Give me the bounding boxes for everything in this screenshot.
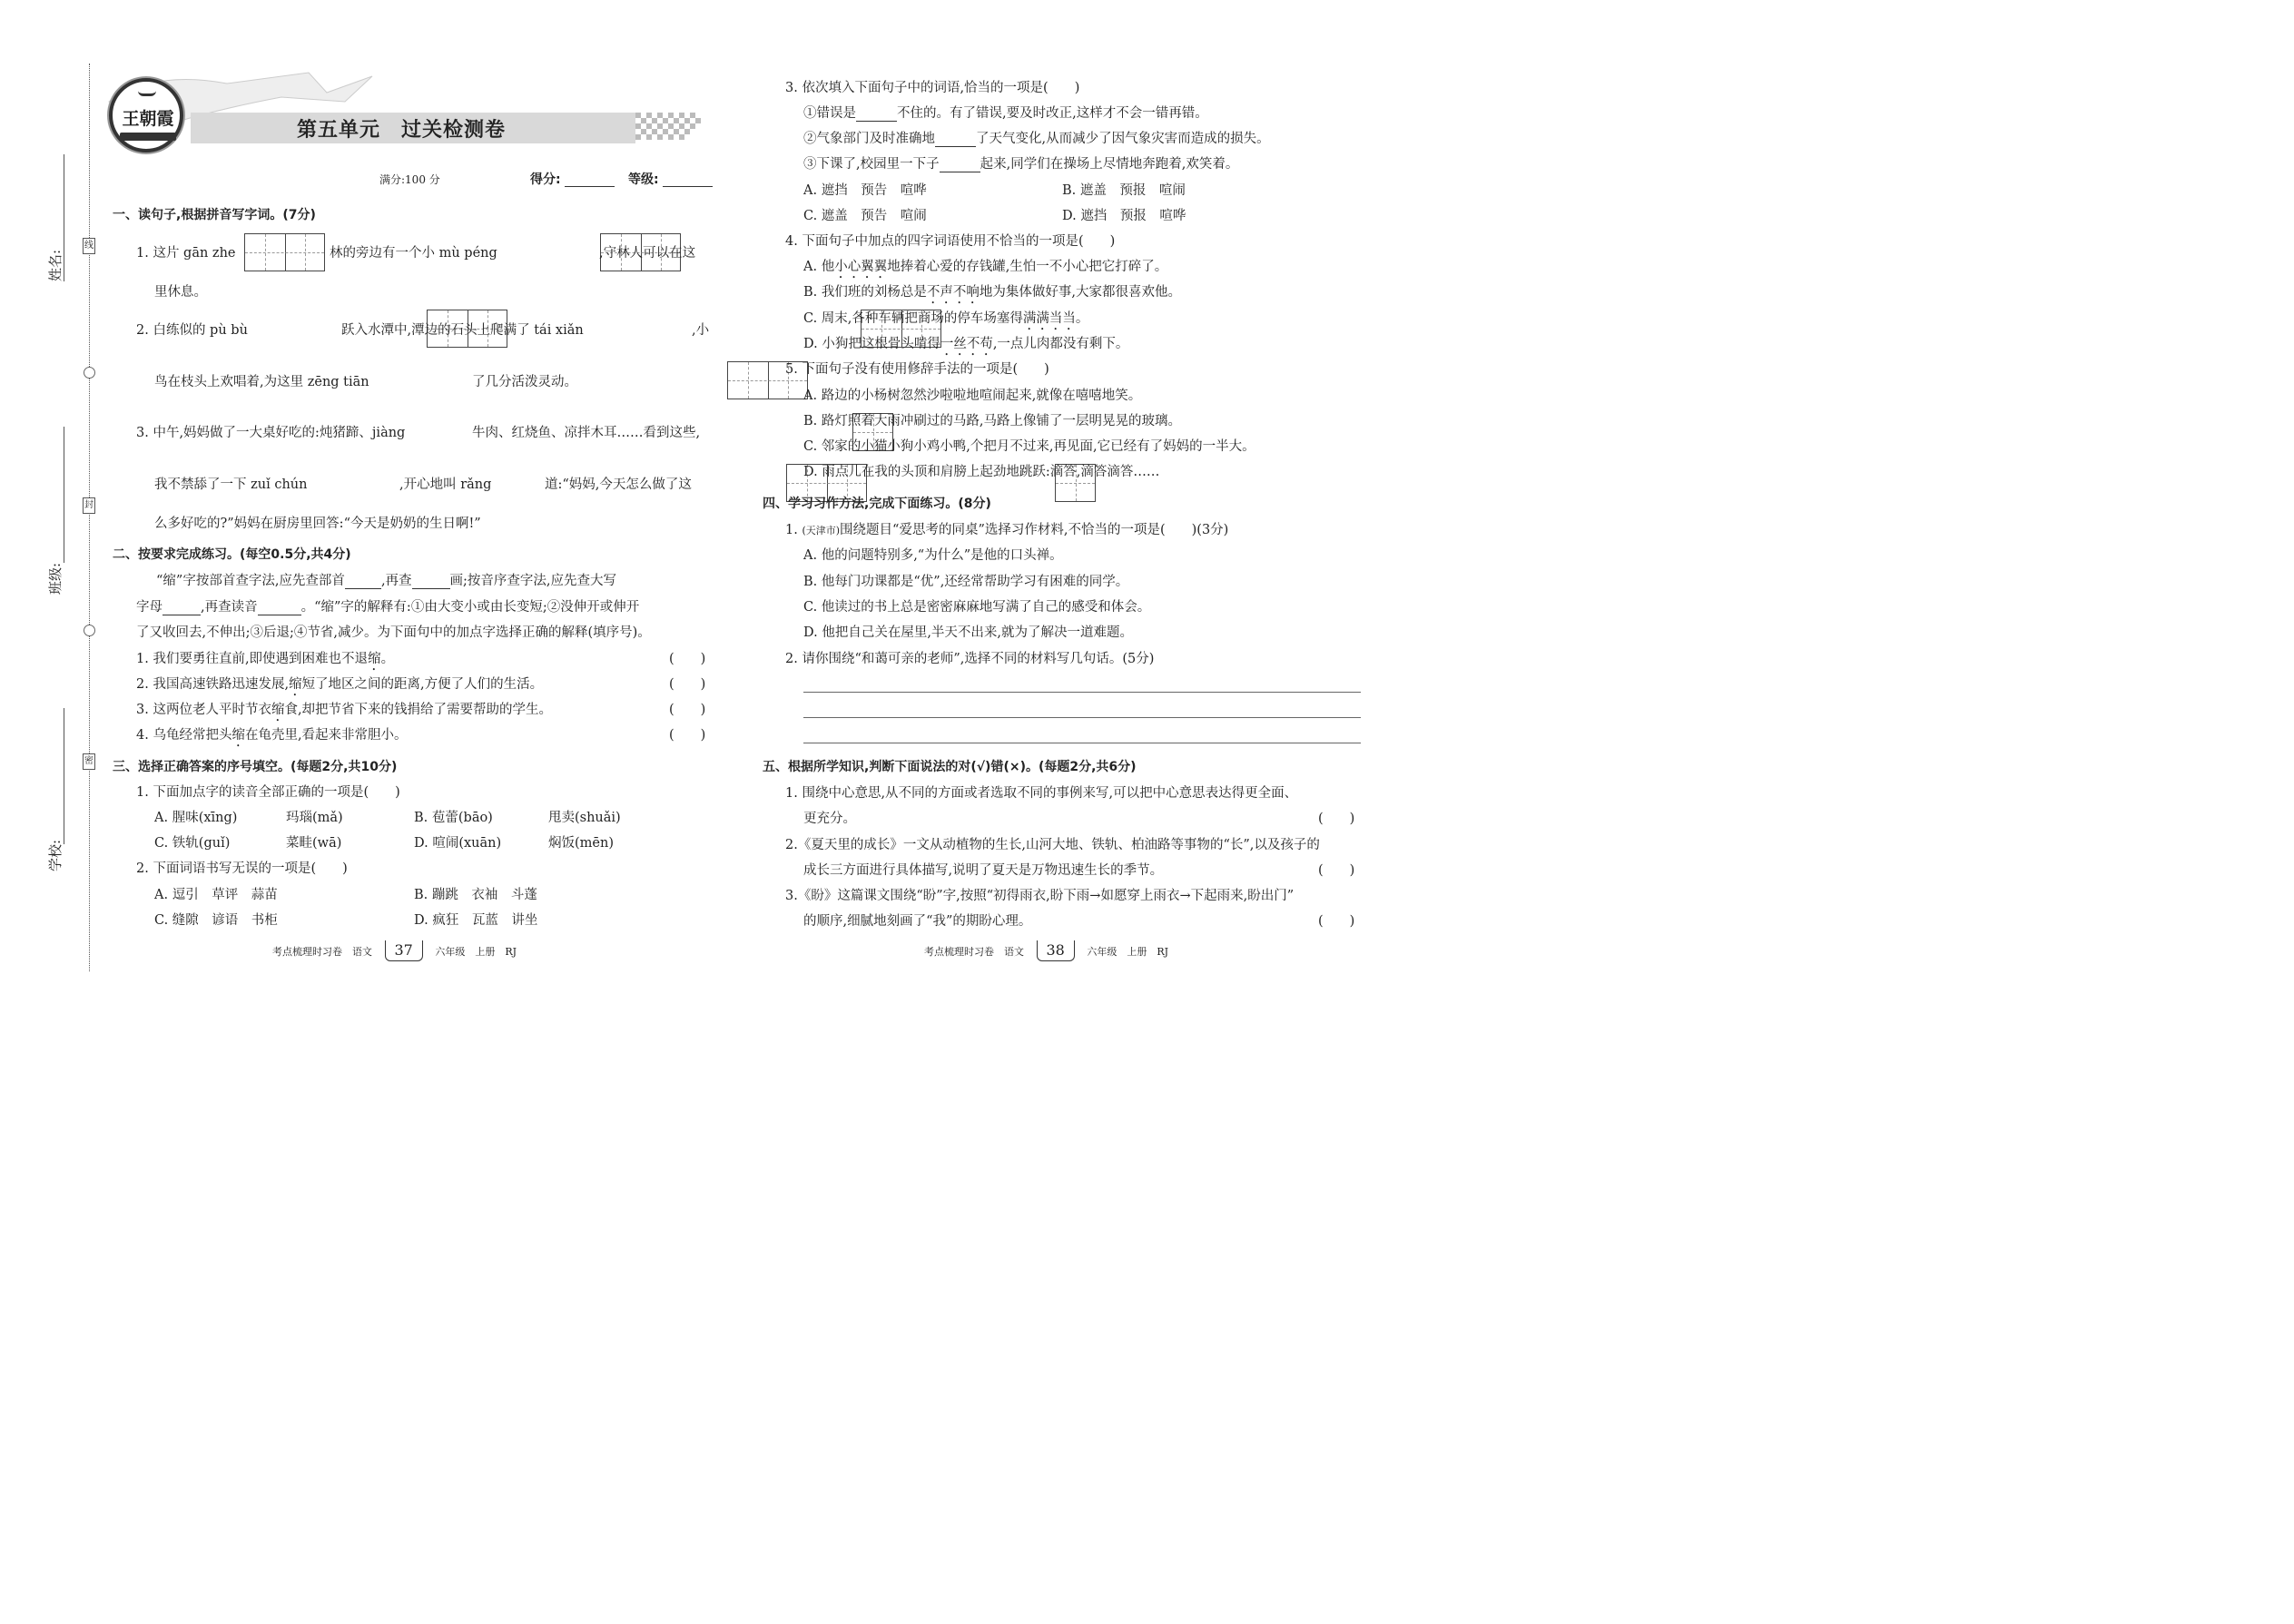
s1-q1-text-b: 林的旁边有一个小 mù péng: [330, 246, 497, 261]
s1-q2-text-c: ,小: [692, 323, 710, 338]
answer-paren[interactable]: ( ): [669, 703, 706, 717]
option[interactable]: C. 邻家的小猫小狗小鸡小鸭,个把月不过来,再见面,它已经有了妈妈的一半大。: [803, 439, 1255, 454]
answer-paren[interactable]: ( ): [1318, 914, 1355, 929]
option[interactable]: B. 苞蕾(bāo): [414, 811, 493, 825]
section-5-title: 五、根据所学知识,判断下面说法的对(√)错(×)。(每题2分,共6分): [763, 760, 1137, 774]
option-word: 甩卖(shuǎi): [548, 811, 621, 825]
school-label: 学校:: [47, 839, 64, 871]
s2-p2a: 字母: [136, 600, 162, 615]
option[interactable]: B. 他每门功课都是“优”,还经常帮助学习有困难的同学。: [803, 575, 1129, 589]
s1-q3-text-a: 3. 中午,妈妈做了一大桌好吃的:炖猪蹄、jiàng: [136, 426, 406, 440]
binding-mark: 线: [83, 238, 95, 254]
binding-hole: [84, 367, 95, 379]
full-score: 满分:100 分: [379, 173, 440, 186]
binding-hole: [84, 625, 95, 636]
score-field[interactable]: [565, 186, 615, 187]
s1-q2-text-b: 跃入水潭中,潭边的石头上爬满了 tái xiǎn: [341, 323, 584, 338]
s1-q2-text-e: 了几分活泼灵动。: [472, 375, 577, 389]
s5-item: 2.《夏天里的成长》一文从动植物的生长,山河大地、铁轨、柏油路等事物的“长”,以及孩子的: [785, 838, 1320, 852]
class-label: 班级:: [47, 562, 64, 595]
s3-q5: 5. 下面句子没有使用修辞手法的一项是( ): [785, 362, 1049, 377]
s5-item-cont: 更充分。: [803, 812, 856, 826]
score-label: 得分:: [530, 172, 561, 187]
s2-item: 2. 我国高速铁路迅速发展,缩短了地区之间的距离,方便了人们的生活。: [136, 677, 544, 692]
answer-paren[interactable]: ( ): [669, 652, 706, 666]
option[interactable]: C. 缝隙 谚语 书柜: [154, 913, 278, 928]
option[interactable]: D. 喧闹(xuān): [414, 836, 502, 851]
s2-item: 1. 我们要勇往直前,即使遇到困难也不退缩。: [136, 652, 395, 666]
s5-item-cont: 成长三方面进行具体描写,说明了夏天是万物迅速生长的季节。: [803, 863, 1164, 878]
section-1-title: 一、读句子,根据拼音写字词。(7分): [113, 208, 316, 222]
s2-p2c: 。“缩”字的解释有:①由大变小或由长变短;②没伸开或伸开: [300, 600, 640, 615]
answer-paren[interactable]: ( ): [669, 677, 706, 692]
s1-q3-text-b: 牛肉、红烧鱼、凉拌木耳……看到这些,: [472, 426, 701, 440]
binding-line: [89, 64, 90, 971]
s2-para-line2: [136, 599, 639, 615]
option[interactable]: D. 疯狂 瓦蓝 讲坐: [414, 913, 538, 928]
binding-mark: 密: [83, 753, 95, 770]
grade-field[interactable]: [663, 186, 713, 187]
option[interactable]: A. 腥味(xīng): [154, 811, 238, 825]
blank-field[interactable]: [935, 133, 976, 147]
binding-mark: 封: [83, 497, 95, 514]
s5-item: 3.《盼》这篇课文围绕“盼”字,按照“初得雨衣,盼下雨→如愿穿上雨衣→下起雨来,盼出门”: [785, 889, 1295, 903]
s1-q1-text-a: 1. 这片 gān zhe: [136, 246, 236, 261]
answer-paren[interactable]: ( ): [1318, 863, 1355, 878]
footer-left: 考点梳理时习卷 语文 37 六年级 上册 RJ: [272, 940, 517, 962]
option[interactable]: A. 路边的小杨树忽然沙啦啦地喧闹起来,就像在嘻嘻地笑。: [803, 389, 1142, 403]
option[interactable]: D. 雨点儿在我的头顶和肩膀上起劲地跳跃:滴答,滴答滴答……: [803, 465, 1160, 479]
section-3-title: 三、选择正确答案的序号填空。(每题2分,共10分): [113, 760, 398, 774]
s1-q1-text-d: 里休息。: [154, 285, 207, 300]
blank-field[interactable]: [940, 158, 980, 172]
s2-p1b: ,再查: [380, 574, 412, 588]
blank-field[interactable]: [258, 601, 301, 615]
page-number: 37: [385, 940, 423, 961]
s2-item: 4. 乌龟经常把头缩在龟壳里,看起来非常胆小。: [136, 728, 408, 743]
option[interactable]: D. 小狗把这根骨头啃得一丝不苟,一点儿肉都没有剩下。: [803, 337, 1129, 351]
option[interactable]: A. 遮挡 预告 喧哗: [803, 183, 927, 198]
s1-q2-text-d: 鸟在枝头上欢唱着,为这里 zēng tiān: [154, 375, 369, 389]
name-label: 姓名:: [47, 249, 64, 281]
s1-q3-text-e: 道:“妈妈,今天怎么做了这: [545, 477, 692, 492]
blank-field[interactable]: [345, 575, 381, 589]
logo-text: 王朝霞: [122, 109, 174, 129]
s2-item: 3. 这两位老人平时节衣缩食,却把节省下来的钱捐给了需要帮助的学生。: [136, 703, 553, 717]
blank-field[interactable]: [412, 575, 450, 589]
option-word: 焖饭(mēn): [548, 836, 614, 851]
option[interactable]: C. 铁轨(guǐ): [154, 836, 231, 851]
s2-para-line3: 了又收回去,不伸出;③后退;④节省,减少。为下面句中的加点字选择正确的解释(填序号)。: [136, 625, 651, 640]
brand-logo: [109, 78, 183, 153]
blank-field[interactable]: [162, 601, 201, 615]
footer-right: 考点梳理时习卷 语文 38 六年级 上册 RJ: [924, 940, 1168, 962]
s2-p2b: ,再查读音: [201, 600, 258, 615]
s3-q3: 3. 依次填入下面句子中的词语,恰当的一项是( ): [785, 81, 1080, 95]
writing-line[interactable]: [803, 692, 1361, 693]
option[interactable]: B. 蹦跳 衣袖 斗蓬: [414, 888, 537, 902]
s3-q2: 2. 下面词语书写无误的一项是( ): [136, 861, 348, 876]
option[interactable]: A. 他小心翼翼地捧着心爱的存钱罐,生怕一不小心把它打碎了。: [803, 260, 1168, 274]
s3-q1: 1. 下面加点字的读音全部正确的一项是( ): [136, 785, 400, 800]
option[interactable]: B. 遮盖 预报 喧闹: [1062, 183, 1186, 198]
pinyin-grid[interactable]: [244, 233, 325, 271]
s1-q3-text-f: 么多好吃的?”妈妈在厨房里回答:“今天是奶奶的生日啊!”: [154, 517, 481, 531]
option-word: 菜畦(wā): [286, 836, 342, 851]
option-word: 玛瑙(mǎ): [286, 811, 343, 825]
grade-label: 等级:: [628, 172, 659, 187]
s5-item: 1. 围绕中心意思,从不同的方面或者选取不同的事例来写,可以把中心意思表达得更全面、: [785, 786, 1298, 801]
s1-q3-text-d: ,开心地叫 rǎng: [399, 477, 492, 492]
s3-q3-s2: ②气象部门及时准确地 了天气变化,从而减少了因气象灾害而造成的损失。: [803, 132, 1270, 146]
option[interactable]: C. 遮盖 预告 喧闹: [803, 209, 927, 223]
s2-para-line1: [156, 573, 616, 589]
s2-p1c: 画;按音序查字法,应先查大写: [449, 574, 617, 588]
crown-icon: [138, 85, 156, 96]
answer-paren[interactable]: ( ): [669, 728, 706, 743]
s3-q3-s3: ③下课了,校园里一下子 起来,同学们在操场上尽情地奔跑着,欢笑着。: [803, 157, 1239, 172]
writing-line[interactable]: [803, 717, 1361, 718]
s5-item-cont: 的顺序,细腻地刻画了“我”的期盼心理。: [803, 914, 1032, 929]
s3-q4: 4. 下面句子中加点的四字词语使用不恰当的一项是( ): [785, 234, 1116, 249]
option[interactable]: B. 路灯照着大雨冲刷过的马路,马路上像铺了一层明晃晃的玻璃。: [803, 414, 1181, 428]
section-2-title: 二、按要求完成练习。(每空0.5分,共4分): [113, 547, 351, 562]
option[interactable]: C. 他读过的书上总是密密麻麻地写满了自己的感受和体会。: [803, 600, 1151, 615]
option[interactable]: D. 遮挡 预报 喧哗: [1062, 209, 1186, 223]
s4-q2: 2. 请你围绕“和蔼可亲的老师”,选择不同的材料写几句话。(5分): [785, 652, 1155, 666]
option[interactable]: C. 周末,各种车辆把商场的停车场塞得满满当当。: [803, 311, 1089, 326]
s1-q1-text-c: ,守林人可以在这: [599, 246, 696, 261]
s1-q3-text-c: 我不禁舔了一下 zuǐ chún: [154, 477, 308, 492]
s1-q2-text-a: 2. 白练似的 pù bù: [136, 323, 248, 338]
s4-q1: 1. (天津市)围绕题目“爱思考的同桌”选择习作材料,不恰当的一项是( )(3分): [785, 523, 1229, 537]
page-title: 第五单元 过关检测卷: [297, 119, 507, 142]
answer-paren[interactable]: ( ): [1318, 812, 1355, 826]
page-number: 38: [1037, 940, 1075, 961]
s2-p1a: “缩”字按部首查字法,应先查部首: [156, 574, 345, 588]
option[interactable]: B. 我们班的刘杨总是不声不响地为集体做好事,大家都很喜欢他。: [803, 285, 1181, 300]
option[interactable]: A. 他的问题特别多,“为什么”是他的口头禅。: [803, 548, 1063, 563]
option[interactable]: D. 他把自己关在屋里,半天不出来,就为了解决一道难题。: [803, 625, 1134, 640]
s3-q3-s1: ①错误是 不住的。有了错误,要及时改正,这样才不会一错再错。: [803, 106, 1208, 121]
section-4-title: 四、学习习作方法,完成下面练习。(8分): [763, 497, 991, 511]
option[interactable]: A. 逗引 草评 蒜苗: [154, 888, 278, 902]
blank-field[interactable]: [856, 107, 897, 122]
